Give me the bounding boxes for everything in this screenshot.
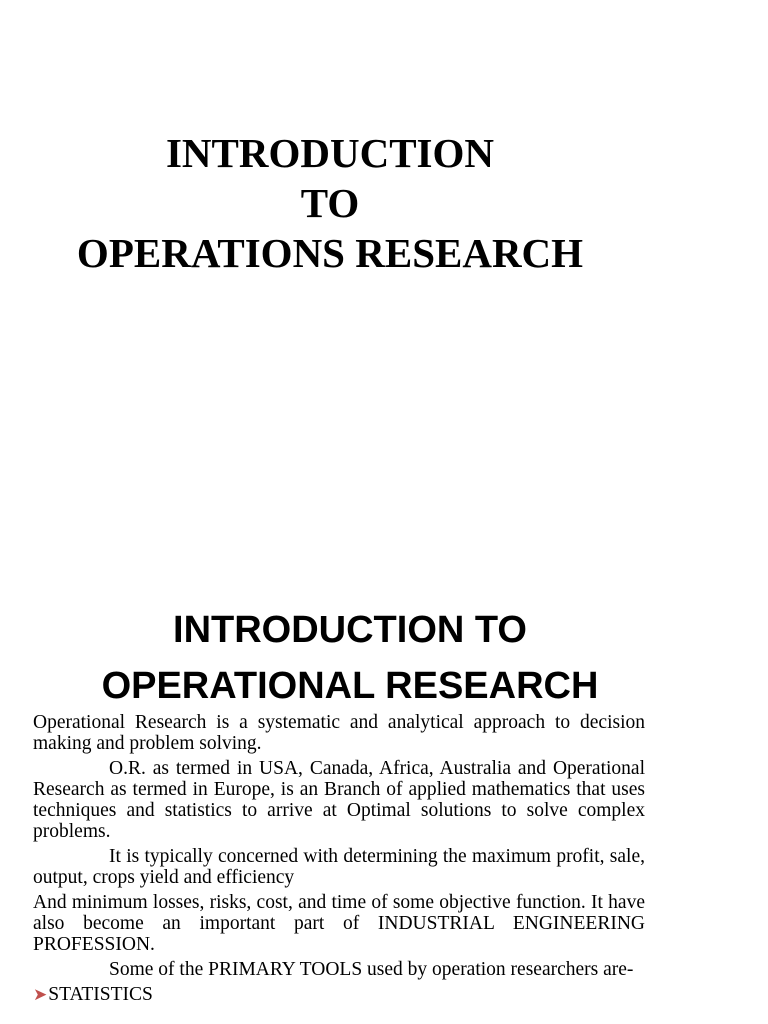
title-line: TO bbox=[300, 180, 360, 226]
title-line: OPERATIONAL RESEARCH bbox=[101, 665, 599, 707]
bullet-text: STATISTICS bbox=[48, 984, 153, 1005]
paragraph: It is typically concerned with determining the maximum profit, sale, output, crops yield and efficiency bbox=[33, 846, 645, 888]
slide-2-body bbox=[33, 712, 645, 1005]
title-line: INTRODUCTION bbox=[165, 130, 495, 176]
title-line: INTRODUCTION TO bbox=[173, 609, 527, 651]
title-line: OPERATIONS RESEARCH bbox=[76, 230, 584, 276]
slide-2-title bbox=[30, 602, 670, 714]
paragraph: Operational Research is a systematic and analytical approach to decision making and problem solving. bbox=[33, 712, 645, 754]
paragraph: And minimum losses, risks, cost, and time of some objective function. It have also become an important part of INDUSTRIAL ENGINEERING PROFESSION. bbox=[33, 892, 645, 955]
slide-1-title bbox=[30, 128, 630, 278]
arrowhead-bullet-icon: ➤ bbox=[33, 985, 48, 1004]
bullet-item bbox=[33, 984, 645, 1005]
paragraph: O.R. as termed in USA, Canada, Africa, Australia and Operational Research as termed in Europe, is an Branch of applied mathematics that uses techniques and statistics to arrive at Optimal solutions to solve complex problems. bbox=[33, 758, 645, 842]
paragraph: Some of the PRIMARY TOOLS used by operation researchers are- bbox=[109, 959, 634, 980]
